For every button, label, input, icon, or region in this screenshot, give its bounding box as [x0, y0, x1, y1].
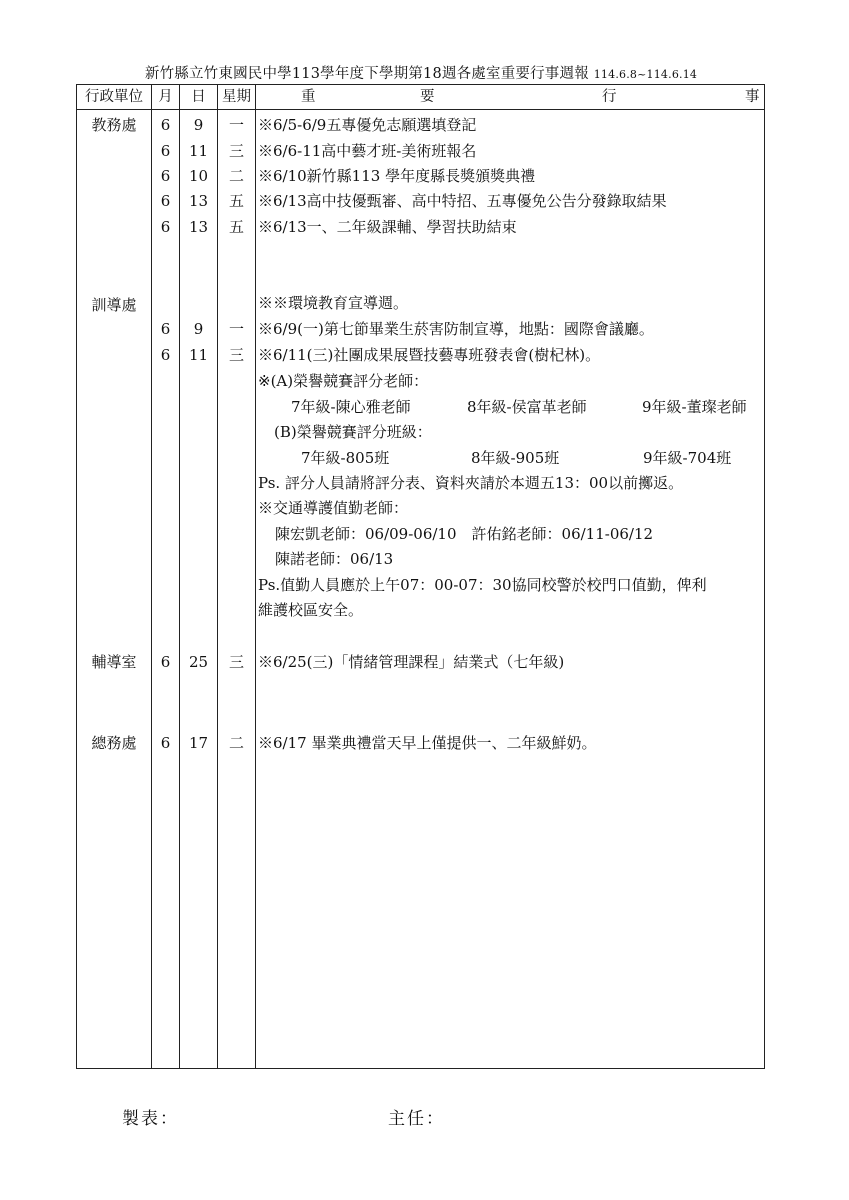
row-month: 6 — [160, 320, 171, 338]
event-line-col: 7年級-805班 — [301, 449, 390, 467]
row-day: 25 — [188, 653, 209, 671]
row-month: 6 — [160, 142, 171, 160]
row-day: 10 — [188, 167, 209, 185]
event-line: 維護校區安全。 — [258, 601, 364, 619]
event-line-col: 8年級-905班 — [471, 449, 560, 467]
row-weekday: 三 — [228, 142, 244, 160]
unit-counseling: 輔導室 — [91, 653, 137, 671]
event-line-col: 7年級-陳心雅老師 — [291, 398, 411, 416]
row-day: 11 — [188, 346, 209, 364]
unit-academic: 教務處 — [91, 116, 137, 134]
event-line: Ps.值勤人員應於上午07：00-07：30協同校警於校門口值勤，俾利 — [258, 576, 707, 594]
row-event: ※6/13一、二年級課輔、學習扶助結束 — [258, 218, 517, 236]
row-weekday: 一 — [228, 320, 244, 338]
event-line: (B)榮譽競賽評分班級： — [274, 423, 432, 441]
event-line: Ps. 評分人員請將評分表、資料夾請於本週五13：00以前擲返。 — [258, 474, 684, 492]
row-month: 6 — [160, 734, 171, 752]
header-event-char: 要 — [420, 89, 435, 105]
header-day: 日 — [191, 89, 206, 105]
header-month: 月 — [158, 89, 173, 105]
header-event-char: 事 — [745, 89, 760, 105]
schedule-table — [76, 84, 765, 1069]
row-weekday: 三 — [228, 346, 244, 364]
row-event: ※6/9(一)第七節畢業生菸害防制宣導，地點：國際會議廳。 — [258, 320, 654, 338]
row-day: 17 — [188, 734, 209, 752]
row-event: ※6/6-11高中藝才班-美術班報名 — [258, 142, 477, 160]
row-month: 6 — [160, 653, 171, 671]
event-line: ※交通導護值勤老師： — [258, 499, 409, 517]
row-event: ※6/10新竹縣113 學年度縣長獎頒獎典禮 — [258, 167, 536, 185]
event-line-col: 9年級-704班 — [643, 449, 732, 467]
row-month: 6 — [160, 192, 171, 210]
row-month: 6 — [160, 346, 171, 364]
row-event: ※6/25(三)「情緒管理課程」結業式（七年級) — [258, 653, 565, 671]
event-line: ※※環境教育宣導週。 — [258, 294, 409, 312]
page-title — [76, 62, 766, 83]
row-day: 13 — [188, 218, 209, 236]
row-event: ※6/11(三)社團成果展暨技藝專班發表會(樹杞林)。 — [258, 346, 601, 364]
maker-label: 製表： — [122, 1109, 179, 1129]
row-weekday: 一 — [228, 116, 244, 134]
grid-line-weekday — [255, 85, 256, 1068]
row-weekday: 二 — [228, 167, 244, 185]
date-range: 114.6.8~114.6.14 — [593, 68, 698, 81]
row-weekday: 五 — [228, 192, 244, 210]
row-month: 6 — [160, 116, 171, 134]
event-line: ※(A)榮譽競賽評分老師： — [258, 372, 429, 390]
event-line: 陳諾老師：06/13 — [275, 550, 394, 568]
row-day: 9 — [193, 116, 204, 134]
event-line-col: 8年級-侯富革老師 — [467, 398, 587, 416]
director-label: 主任： — [388, 1109, 445, 1129]
row-day: 11 — [188, 142, 209, 160]
row-day: 13 — [188, 192, 209, 210]
row-event: ※6/13高中技優甄審、高中特招、五專優免公告分發錄取結果 — [258, 192, 667, 210]
row-event: ※6/5-6/9五專優免志願選填登記 — [258, 116, 477, 134]
row-month: 6 — [160, 218, 171, 236]
event-line-col: 9年級-董璨老師 — [642, 398, 747, 416]
header-weekday: 星期 — [222, 89, 251, 105]
header-event-char: 行 — [602, 89, 617, 105]
unit-student-affairs: 訓導處 — [91, 296, 137, 314]
header-unit: 行政單位 — [85, 89, 143, 105]
row-weekday: 三 — [228, 653, 244, 671]
unit-general-affairs: 總務處 — [91, 734, 137, 752]
row-day: 9 — [193, 320, 204, 338]
title-text: 新竹縣立竹東國民中學113學年度下學期第18週各處室重要行事週報 — [144, 66, 589, 82]
event-line: 陳宏凱老師：06/09-06/10 許佑銘老師：06/11-06/12 — [275, 525, 654, 543]
row-event: ※6/17 畢業典禮當天早上僅提供一、二年級鮮奶。 — [258, 734, 597, 752]
header-event-char: 重 — [301, 89, 316, 105]
row-weekday: 二 — [228, 734, 244, 752]
header-divider — [77, 109, 764, 110]
row-month: 6 — [160, 167, 171, 185]
row-weekday: 五 — [228, 218, 244, 236]
